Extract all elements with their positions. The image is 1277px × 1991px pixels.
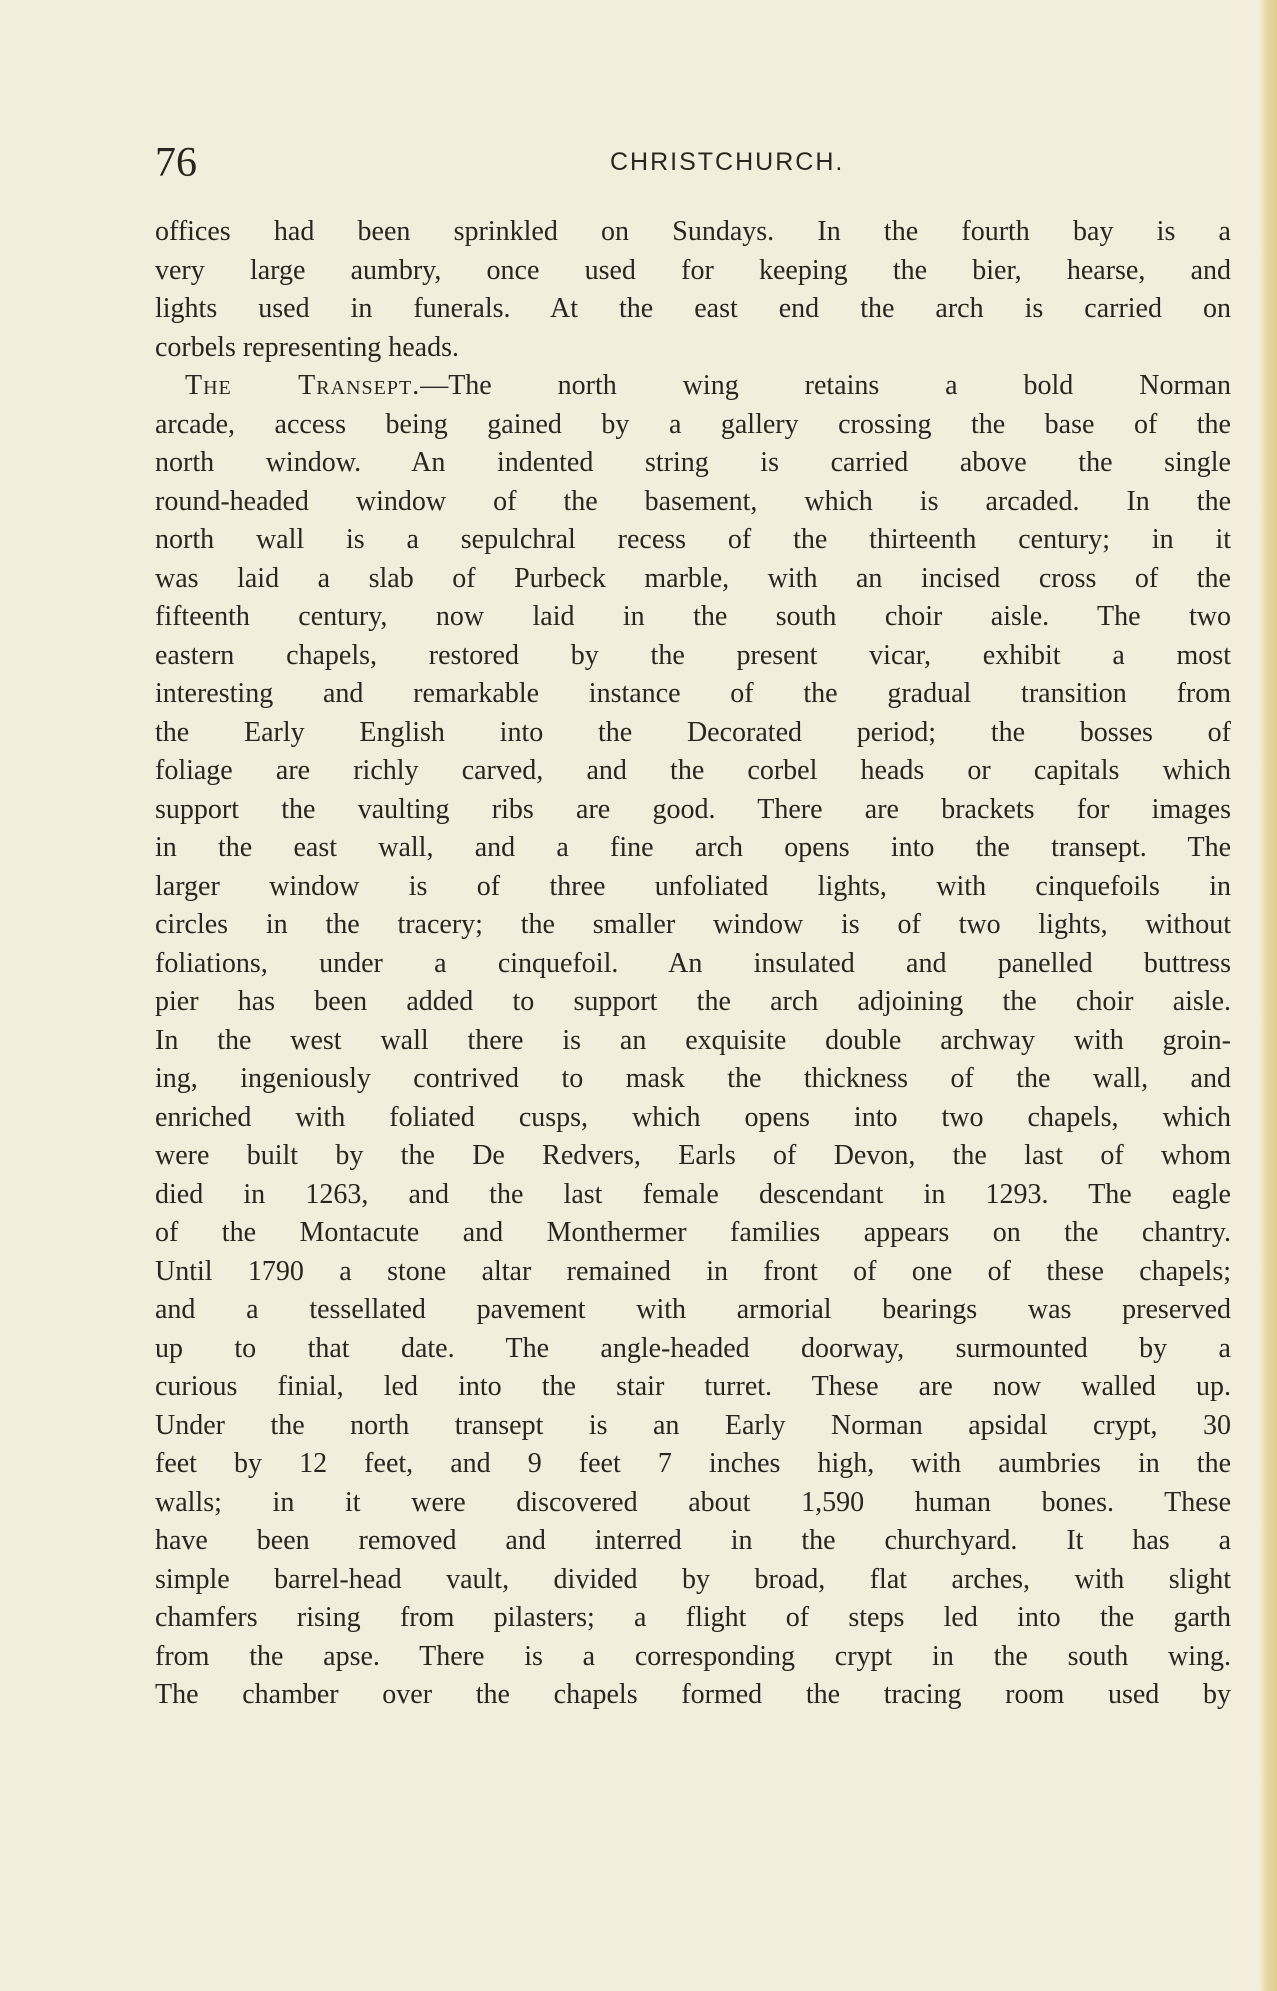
text-line: interesting and remarkable instance of the gradual transition from	[155, 678, 1231, 709]
text-line: The chamber over the chapels formed the tracing room used by	[155, 1679, 1231, 1710]
text-line: in the east wall, and a fine arch opens into the transept. The	[155, 832, 1231, 863]
text-line: was laid a slab of Purbeck marble, with an incised cross of the	[155, 562, 1231, 594]
text-line: Under the north transept is an Early Norman apsidal crypt, 30	[155, 1409, 1231, 1441]
text-line: were built by the De Redvers, Earls of Devon, the last of whom	[155, 1140, 1231, 1171]
text-line: of the Montacute and Monthermer families appears on the chantry.	[155, 1217, 1231, 1248]
text-line: circles in the tracery; the smaller window is of two lights, without	[155, 909, 1231, 940]
text-line: larger window is of three unfoliated lights, with cinquefoils in	[155, 870, 1231, 902]
text-line: enriched with foliated cusps, which opens into two chapels, which	[155, 1101, 1231, 1133]
text-line: from the apse. There is a corresponding crypt in the south wing.	[155, 1640, 1231, 1672]
text-line: feet by 12 feet, and 9 feet 7 inches high, with aumbries in the	[155, 1448, 1231, 1479]
text-line: offices had been sprinkled on Sundays. In the fourth bay is a	[155, 216, 1231, 247]
section-dash: —	[420, 370, 449, 401]
text-line: corbels representing heads.	[155, 331, 459, 363]
text-line: and a tessellated pavement with armorial bearings was preserved	[155, 1294, 1231, 1325]
text-line: north window. An indented string is carried above the single	[155, 447, 1231, 478]
text-line: round-headed window of the basement, which is arcaded. In the	[155, 485, 1231, 517]
text-line: ing, ingeniously contrived to mask the thickness of the wall, and	[155, 1063, 1231, 1094]
body-text	[155, 213, 1231, 1715]
text-line: died in 1263, and the last female descendant in 1293. The eagle	[155, 1178, 1231, 1210]
text-line: the Early English into the Decorated period; the bosses of	[155, 716, 1231, 748]
text-line: walls; in it were discovered about 1,590 human bones. These	[155, 1486, 1231, 1518]
page-edge	[1259, 0, 1277, 1991]
text-line: foliations, under a cinquefoil. An insulated and panelled buttress	[155, 947, 1231, 979]
text-line: chamfers rising from pilasters; a flight of steps led into the garth	[155, 1602, 1231, 1633]
text-line: up to that date. The angle-headed doorway, surmounted by a	[155, 1332, 1231, 1364]
page-header	[155, 138, 1231, 188]
text-line: north wall is a sepulchral recess of the thirteenth century; in it	[155, 524, 1231, 555]
text-line: The north wing retains a bold Norman	[448, 370, 1231, 401]
text-line: In the west wall there is an exquisite double archway with groin-	[155, 1024, 1231, 1056]
text-line: foliage are richly carved, and the corbel heads or capitals which	[155, 755, 1231, 786]
page-number: 76	[155, 140, 197, 186]
running-head: CHRISTCHURCH.	[610, 148, 845, 176]
text-line: arcade, access being gained by a gallery crossing the base of the	[155, 408, 1231, 440]
text-line: have been removed and interred in the churchyard. It has a	[155, 1525, 1231, 1556]
section-heading: The Transept.	[185, 370, 421, 401]
text-line: support the vaulting ribs are good. There are brackets for images	[155, 793, 1231, 825]
text-line: Until 1790 a stone altar remained in front of one of these chapels;	[155, 1255, 1231, 1287]
text-line: fifteenth century, now laid in the south choir aisle. The two	[155, 601, 1231, 632]
text-line: curious finial, led into the stair turret. These are now walled up.	[155, 1371, 1231, 1402]
section-line	[155, 367, 1231, 406]
text-line: simple barrel-head vault, divided by broad, flat arches, with slight	[155, 1563, 1231, 1595]
text-line: lights used in funerals. At the east end the arch is carried on	[155, 293, 1231, 324]
text-line: eastern chapels, restored by the present vicar, exhibit a most	[155, 639, 1231, 671]
text-line: pier has been added to support the arch adjoining the choir aisle.	[155, 986, 1231, 1017]
text-line: very large aumbry, once used for keeping the bier, hearse, and	[155, 254, 1231, 286]
